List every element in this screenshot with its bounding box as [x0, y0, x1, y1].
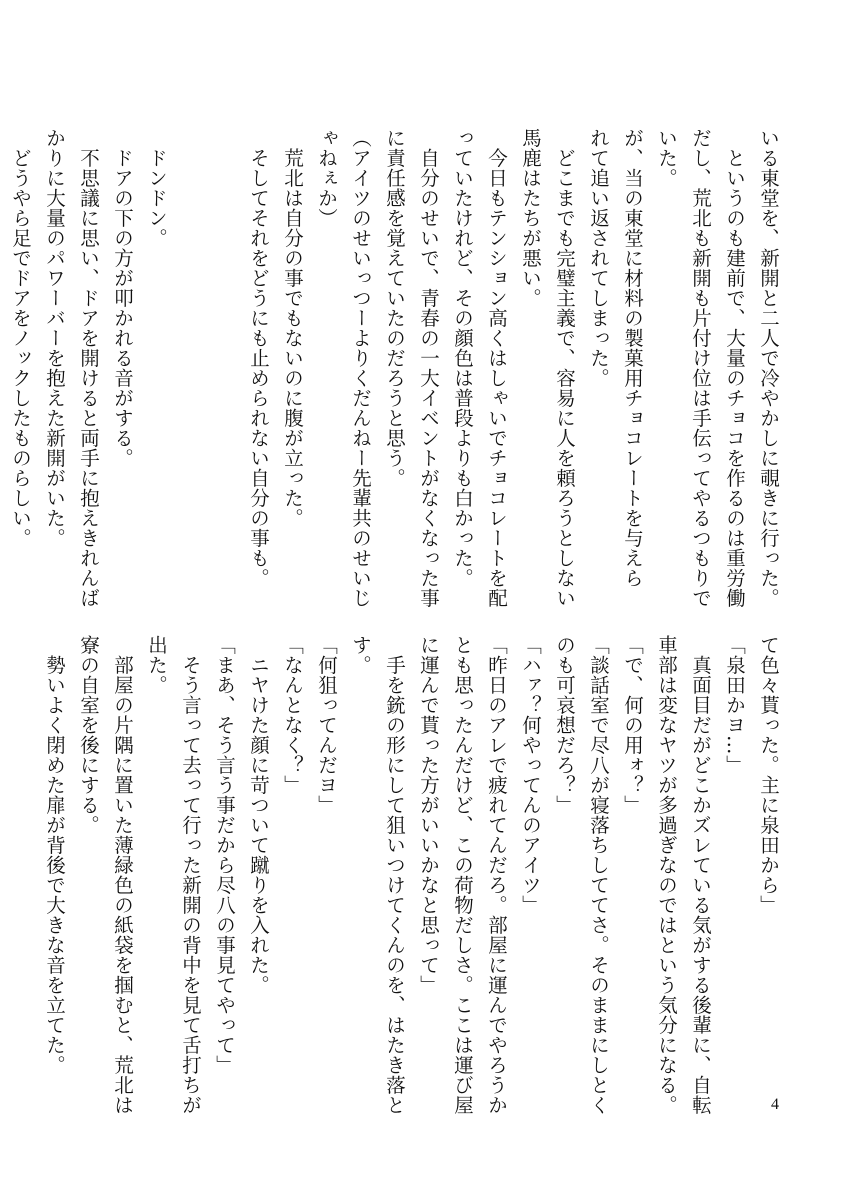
- text-line: れて追い返されてしまった。: [587, 128, 610, 388]
- text-line: のも可哀想だろ？」: [553, 635, 576, 815]
- text-line: ゃねぇか）: [315, 128, 338, 228]
- text-line: いる東堂を、新開と二人で冷やかしに覗きに行った。: [757, 128, 780, 608]
- text-line: 不思議に思い、ドアを開けると両手に抱えきれんば: [77, 128, 100, 608]
- text-line: 部屋の片隅に置いた薄緑色の紙袋を掴むと、荒北は: [111, 635, 134, 1115]
- page-number: 4: [771, 1096, 779, 1113]
- text-line: 「で、何の用ォ？」: [621, 635, 644, 815]
- text-line: て色々貰った。主に泉田から」: [757, 635, 780, 915]
- text-line: 「なんとなく？」: [281, 635, 304, 795]
- text-line: 馬鹿はたちが悪い。: [519, 128, 542, 308]
- text-line: 「昨日のアレで疲れてんだろ。部屋に運んでやろうか: [485, 635, 508, 1115]
- text-line: 荒北は自分の事でもないのに腹が立った。: [281, 128, 304, 528]
- text-line: そう言って去って行った新開の背中を見て舌打ちが: [179, 635, 202, 1115]
- text-line: [0, 635, 3, 1075]
- text-line: ドアの下の方が叩かれる音がする。: [111, 128, 134, 468]
- text-line: [0, 128, 3, 568]
- text-line: いた。: [655, 128, 678, 188]
- text-line: 車部は変なヤツが多過ぎなのではという気分になる。: [655, 635, 678, 1115]
- text-line: が、当の東堂に材料の製菓用チョコレートを与えら: [621, 128, 644, 588]
- text-line: どこまでも完璧主義で、容易に人を頼ろうとしない: [553, 128, 576, 608]
- text-line: [207, 128, 241, 568]
- text-line: どうやら足でドアをノックしたものらしい。: [9, 128, 32, 548]
- top-text-block: [9, 128, 785, 608]
- text-line: （アイツのせいっつーよりくだんねー先輩共のせいじ: [349, 128, 372, 608]
- text-line: す。: [349, 635, 372, 675]
- text-line: 手を銃の形にして狙いつけてくんのを、はたき落と: [383, 635, 406, 1115]
- text-line: 「何狙ってんだヨ」: [315, 635, 338, 815]
- text-line: 真面目だがどこかズレている気がする後輩に、自転: [689, 635, 712, 1115]
- text-line: 「ハァ？何やってんのアイツ」: [519, 635, 542, 915]
- text-line: に運んで貰った方がいいかなと思って」: [417, 635, 440, 995]
- text-line: に責任感を覚えていたのだろうと思う。: [383, 128, 406, 488]
- text-line: とも思ったんだけど、この荷物だしさ。ここは運び屋: [451, 635, 474, 1115]
- text-line: 「泉田かヨ…」: [723, 635, 746, 775]
- bottom-text-block: [43, 635, 785, 1115]
- text-line: だし、荒北も新開も片付け位は手伝ってやるつもりで: [689, 128, 712, 608]
- text-line: というのも建前で、大量のチョコを作るのは重労働: [723, 128, 746, 608]
- text-line: 今日もテンション高くはしゃいでチョコレートを配: [485, 128, 508, 608]
- text-line: 勢いよく閉めた扉が背後で大きな音を立てた。: [43, 635, 66, 1075]
- text-line: 「まあ、そう言う事だから尽八の事見てやって」: [213, 635, 236, 1075]
- text-line: 出た。: [145, 635, 168, 695]
- text-line: [173, 128, 207, 568]
- text-line: かりに大量のパワーバーを抱えた新開がいた。: [43, 128, 66, 548]
- text-line: 「談話室で尽八が寝落ちしててさ。そのままにしとく: [587, 635, 610, 1115]
- text-line: [3, 635, 37, 1075]
- text-line: 寮の自室を後にする。: [77, 635, 100, 835]
- text-line: ドンドン。: [145, 128, 168, 248]
- text-line: そしてそれをどうにも止められない自分の事も。: [247, 128, 270, 588]
- text-line: ニヤけた顔に苛ついて蹴りを入れた。: [247, 635, 270, 995]
- text-line: っていたけれど、その顔色は普段よりも白かった。: [451, 128, 474, 588]
- text-line: 自分のせいで、青春の一大イベントがなくなった事: [417, 128, 440, 608]
